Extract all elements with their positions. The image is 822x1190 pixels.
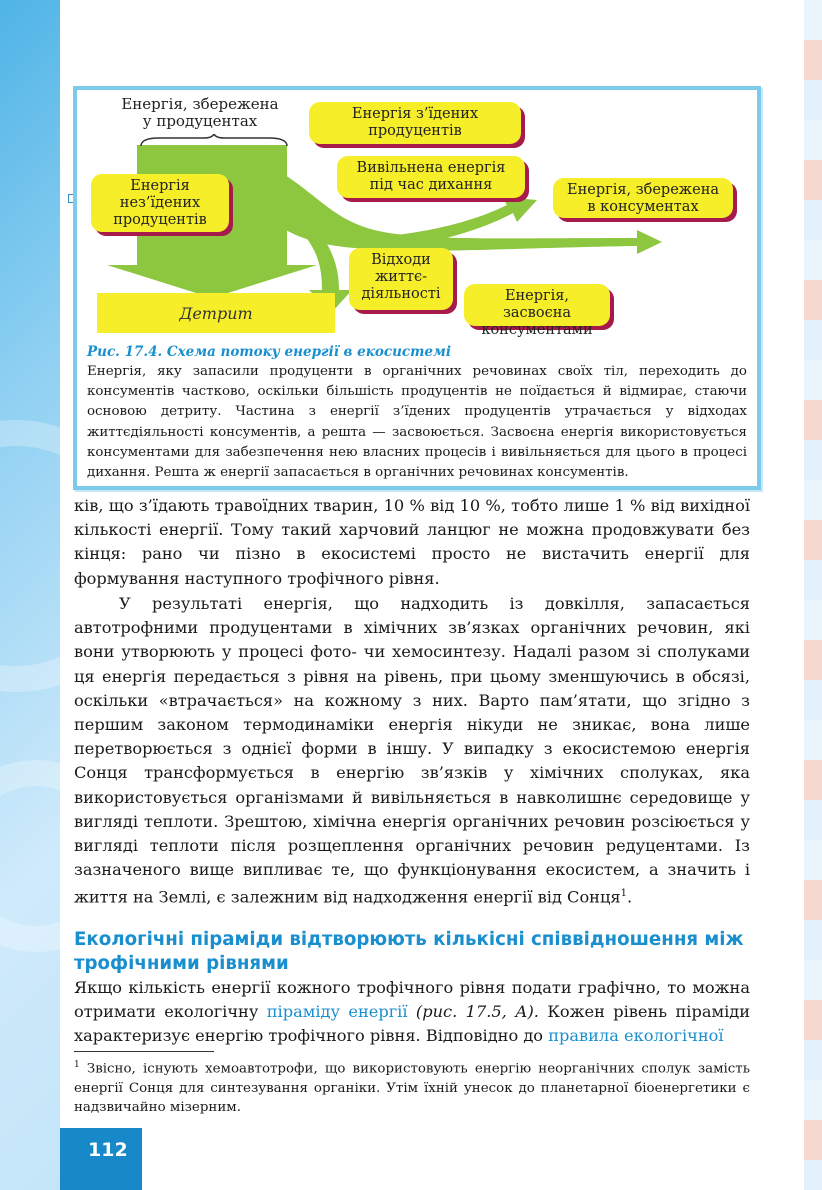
decorative-right-strip — [804, 0, 822, 1190]
callout-eaten-producers: Енергія з’їдених продуцентів — [309, 102, 521, 144]
paragraph-3 — [74, 976, 750, 1049]
paragraph-2-text: У результаті енергія, що надходить із довкілля, запасається автотрофними продуцентами в хімічних зв’язках органічних речовин, які вони утворюють у процесі фото- чи хемосинтезу. Надалі разом зі сполуками ця енергія передається з рівня на рівень, при цьому зменшуючись в обсязі, оскільки «втрачається» на кожному з них. Варто пам’ятати, що згідно з першим законом термодинаміки енергія нікуди не зникає, вона лише перетворюється з однієї форми в іншу. У випадку з екосистемою енергія Сонця трансформується в енергію зв’язків у хімічних сполуках, яка використовується організмами й вивільняється в навколишнє середовище у вигляді теплоти. Зрештою, хімічна енергія органічних речовин розсіюється у вигляді теплоти після розщеплення органічних речовин редуцентами. Із зазначеного вище випливає те, що функціонування екосистем, а значить і життя на Землі, є залежним від надходження енергії від Сонця — [74, 594, 750, 907]
figure-17-4 — [73, 86, 761, 490]
callout-stored-in-consumers: Енергія, збережена в консументах — [553, 178, 733, 218]
callout-respiration: Вивільнена енергія під час дихання — [337, 156, 525, 198]
paragraph-3-text-a: Якщо кількість енергії кожного трофічного рівня подати графічно, то можна отримати екологічну — [74, 978, 750, 1022]
paragraph-3-text-b: Кожен рівень піраміди характеризує енергію трофічного рівня. Відповідно до — [74, 1002, 750, 1046]
brace-icon — [139, 134, 289, 148]
figure-description: Енергія, яку запасили продуценти в органічних речовинах своїх тіл, переходить до консументів частково, оскільки більшість продуцентів не поїдається й відмирає, стаючи основою детриту. Частина з енергії з’їдених продуцентів утрачається у відходах життєдіяльності консументів, а решта — засвоюється. Засвоєна енергія використовується консументами для забезпечення нею власних процесів і вивільняється для цього в процесі дихання. Решта ж енергії запасається в органічних речовинах консументів. — [87, 364, 747, 481]
paragraph-2-end: . — [626, 887, 633, 907]
term-link-ecological-rule[interactable]: правила екологічної — [548, 1026, 724, 1046]
footnote-text: Звісно, існують хемоавтотрофи, що використовують енергію неорганічних сполук замість енергії Сонця для синтезування органіки. Утім їхній унесок до планетарної біоенергетики є надзвичайно мізерним. — [74, 1061, 750, 1116]
section-heading: Екологічні піраміди відтворюють кількісні співвідношення між трофічними рівнями — [74, 929, 744, 974]
footnote-reference[interactable]: 1 — [620, 888, 627, 900]
footnote-divider — [74, 1051, 214, 1052]
figure-reference: (рис. 17.5, А). — [407, 1002, 539, 1022]
page-number: 112 — [88, 1139, 128, 1161]
energy-flow-diagram — [77, 90, 757, 340]
footnote — [74, 1056, 750, 1118]
callout-assimilated-energy: Енергія, засвоєна консументами — [464, 284, 610, 326]
paragraph-2 — [74, 592, 750, 910]
callout-uneaten-producers: Енергія нез’їдених продуцентів — [91, 174, 229, 232]
paragraph-1: ків, що з’їдають травоїдних тварин, 10 % від 10 %, тобто лише 1 % від вихідної кількості енергії. Тому такий харчовий ланцюг не можна продовжувати без кінця: рано чи пізно в екосистемі просто не вистачить енергії для формування наступного трофічного рівня. — [74, 496, 750, 588]
callout-waste: Відходи життє- діяльності — [349, 248, 453, 310]
stored-in-producers-label: Енергія, збережена у продуцентах — [121, 95, 279, 130]
figure-caption: Рис. 17.4. Схема потоку енергії в екосистемі — [87, 344, 451, 360]
footnote-marker: 1 — [74, 1060, 80, 1070]
term-link-energy-pyramid[interactable]: піраміду енергії — [266, 1002, 408, 1022]
detritus-block: Детрит — [97, 293, 335, 333]
